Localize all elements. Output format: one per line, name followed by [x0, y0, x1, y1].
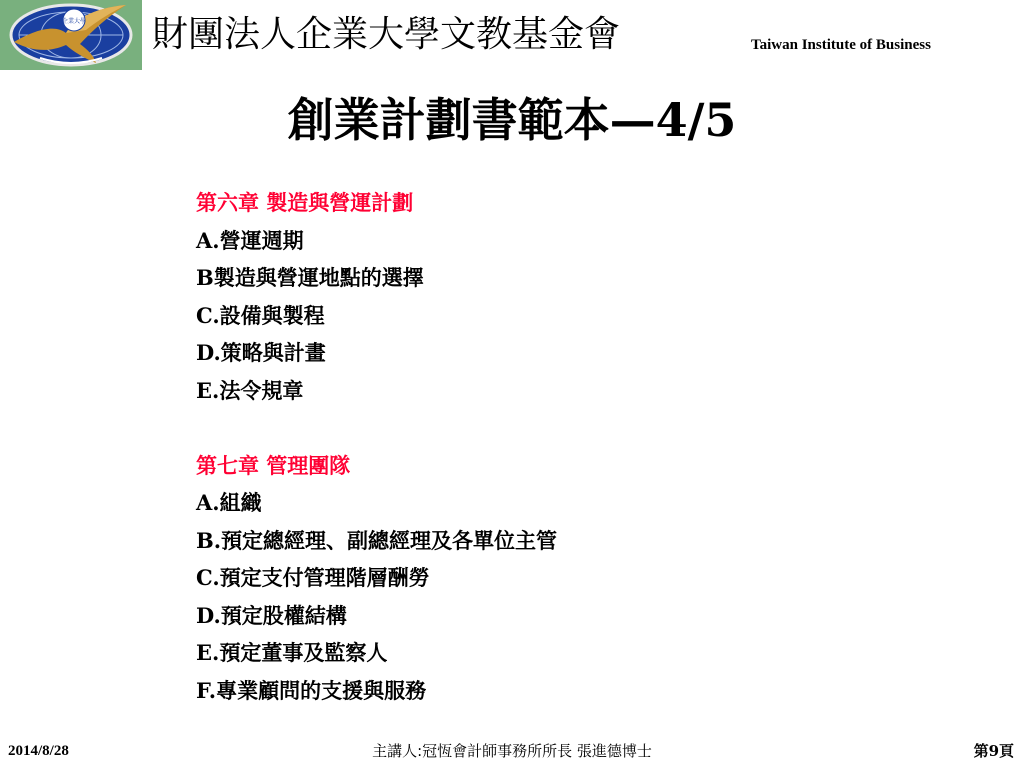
chapter-7-item: D.預定股權結構 [196, 602, 347, 628]
organization-english-name: Taiwan Institute of Business [751, 37, 931, 53]
chapter-7-item: B.預定總經理、副總經理及各單位主管 [196, 527, 558, 553]
slide-title: 創業計劃書範本—4/5 [287, 93, 737, 147]
chapter-7-item: F.專業顧問的支援與服務 [196, 677, 427, 703]
chapter-6-item: E.法令規章 [196, 377, 304, 403]
chapter-6-heading: 第六章 製造與營運計劃 [196, 190, 414, 215]
chapter-6-item: C.設備與製程 [196, 302, 325, 328]
outline-spacer [196, 409, 557, 447]
chapter-outline [196, 184, 557, 709]
chapter-6-item: A.營運週期 [196, 227, 304, 253]
organization-logo [0, 0, 142, 70]
chapter-6-item: B製造與營運地點的選擇 [196, 265, 424, 290]
chapter-7-heading: 第七章 管理團隊 [196, 452, 351, 478]
organization-title: 財團法人企業大學文教基金會 [152, 14, 621, 55]
footer-presenter: 主講人:冠恆會計師事務所所長 張進德博士 [372, 742, 652, 760]
chapter-6-item: D.策略與計畫 [196, 340, 326, 365]
chapter-7-item: C.預定支付管理階層酬勞 [196, 565, 430, 590]
logo-seal-text: 企業大學 [61, 18, 87, 25]
eagle-globe-emblem-icon [0, 0, 142, 70]
footer-page-number: 第9頁 [973, 742, 1014, 760]
chapter-7-item: A.組織 [196, 490, 262, 515]
chapter-7-item: E.預定董事及監察人 [196, 640, 388, 665]
footer-date: 2014/8/28 [8, 743, 69, 759]
